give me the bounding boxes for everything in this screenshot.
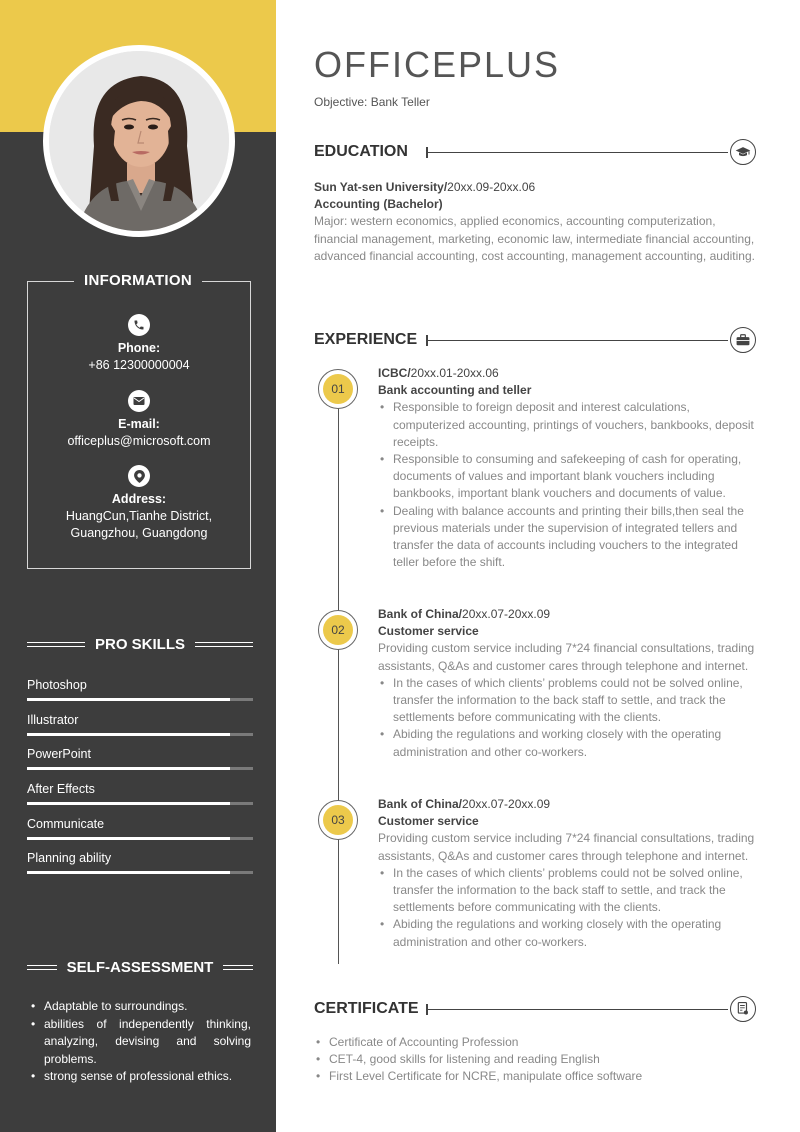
company-name: Bank of China/ [378, 607, 463, 621]
graduation-cap-icon [730, 139, 756, 165]
list-item: • strong sense of professional ethics. [27, 1068, 251, 1086]
address-label: Address: [111, 492, 167, 506]
major: Major: western economics, applied economics, accounting computerization, financial management, marketing, economic law, intermediate financial accounting, advanced financial accounting, cost accounting, management accounting, auditing. [314, 214, 755, 263]
school-name: Sun Yat-sen University/ [314, 180, 448, 194]
timeline-marker-2: 02 [318, 610, 358, 650]
experience-entry-3 [378, 796, 756, 951]
certificate-list [314, 1034, 756, 1086]
objective: Objective: Bank Teller [314, 95, 430, 109]
education-entry [314, 179, 756, 265]
phone-value: +86 12300000004 [88, 358, 190, 372]
skill-bar [27, 733, 253, 736]
address-line-2: Guangzhou, Guangdong [70, 526, 208, 540]
list-item: • First Level Certificate for NCRE, manipulate office software [314, 1068, 756, 1085]
skill-planning-ability [27, 851, 253, 874]
degree: Accounting (Bachelor) [314, 197, 443, 212]
job-summary: Providing custom service including 7*24 financial consultations, trading assistants, Q&As and customer cares through telephone and internet. [378, 831, 755, 863]
briefcase-icon [730, 327, 756, 353]
page-title: OFFICEPLUS [314, 44, 561, 85]
location-pin-icon [128, 465, 150, 487]
job-dates: 20xx.07-20xx.09 [462, 797, 551, 811]
email-label: E-mail: [118, 417, 160, 431]
skill-bar [27, 871, 253, 874]
list-item: • In the cases of which clients’ problems could not be solved online, transfer the information to the back staff to settle, and track the settlements before communicating with the clients. [378, 675, 756, 727]
list-item: • Adaptable to surroundings. [27, 998, 251, 1016]
skill-name: After Effects [27, 782, 95, 796]
experience-heading: EXPERIENCE [314, 326, 756, 354]
phone-label: Phone: [117, 341, 161, 355]
list-item: • Certificate of Accounting Profession [314, 1034, 756, 1051]
pro-skills-heading: PRO SKILLS [27, 634, 253, 654]
skill-name: Planning ability [27, 851, 112, 865]
education-dates: 20xx.09-20xx.06 [447, 180, 536, 194]
mail-icon [128, 390, 150, 412]
self-assessment-list [27, 998, 251, 1086]
job-role: Customer service [378, 624, 479, 639]
skill-name: Communicate [27, 817, 105, 831]
info-address [27, 465, 251, 542]
job-summary: Providing custom service including 7*24 financial consultations, trading assistants, Q&As and customer cares through telephone and internet. [378, 641, 755, 673]
skill-bar [27, 698, 253, 701]
education-heading: EDUCATION [314, 138, 756, 166]
company-name: Bank of China/ [378, 797, 463, 811]
timeline-marker-3: 03 [318, 800, 358, 840]
list-item: • Responsible to foreign deposit and interest calculations, computerized accounting, printings of vouchers, bankbooks, deposit receipts. [378, 399, 756, 451]
email-value: officeplus@microsoft.com [67, 434, 211, 448]
skill-bar [27, 837, 253, 840]
experience-entry-2 [378, 606, 756, 761]
list-item: • Responsible to consuming and safekeeping of cash for operating, documents of values and important blank vouchers including bankbooks, important blank vouchers and documents of value. [378, 451, 756, 503]
job-dates: 20xx.07-20xx.09 [462, 607, 551, 621]
skill-name: Illustrator [27, 713, 79, 727]
skill-after-effects [27, 782, 253, 805]
company-name: ICBC/ [378, 366, 411, 380]
experience-entry-1 [378, 365, 756, 571]
list-item: • Dealing with balance accounts and printing their bills,then seal the previous materials under the supervision of integrated tellers and transfer the data of accounts including vouchers to the integrated teller before the shift. [378, 503, 756, 572]
job-bullets [378, 865, 756, 951]
job-role: Customer service [378, 814, 479, 829]
list-item: • abilities of independently thinking, analyzing, devising and solving problems. [27, 1016, 251, 1069]
info-email [27, 390, 251, 450]
job-bullets [378, 675, 756, 761]
list-item: • Abiding the regulations and working closely with the operating administration and other co-workers. [378, 916, 756, 950]
certificate-icon [730, 996, 756, 1022]
info-phone [27, 314, 251, 374]
list-item: • In the cases of which clients’ problems could not be solved online, transfer the information to the back staff to settle, and track the settlements before communicating with the clients. [378, 865, 756, 917]
timeline-line [338, 372, 339, 964]
skill-name: Photoshop [27, 678, 87, 692]
list-item: • CET-4, good skills for listening and reading English [314, 1051, 756, 1068]
skill-bar [27, 767, 253, 770]
skill-powerpoint [27, 747, 253, 770]
skill-photoshop [27, 678, 253, 701]
phone-icon [128, 314, 150, 336]
job-bullets [378, 399, 756, 571]
timeline-marker-1: 01 [318, 369, 358, 409]
self-assessment-heading: SELF-ASSESSMENT [27, 957, 253, 977]
job-dates: 20xx.01-20xx.06 [410, 366, 499, 380]
skill-communicate [27, 817, 253, 840]
job-role: Bank accounting and teller [378, 383, 532, 398]
skill-bar [27, 802, 253, 805]
list-item: • Abiding the regulations and working closely with the operating administration and other co-workers. [378, 726, 756, 760]
skill-illustrator [27, 713, 253, 736]
certificate-heading: CERTIFICATE [314, 995, 756, 1023]
skill-name: PowerPoint [27, 747, 91, 761]
address-line-1: HuangCun,Tianhe District, [65, 509, 213, 523]
information-heading: INFORMATION [0, 272, 276, 290]
profile-photo [49, 51, 229, 231]
